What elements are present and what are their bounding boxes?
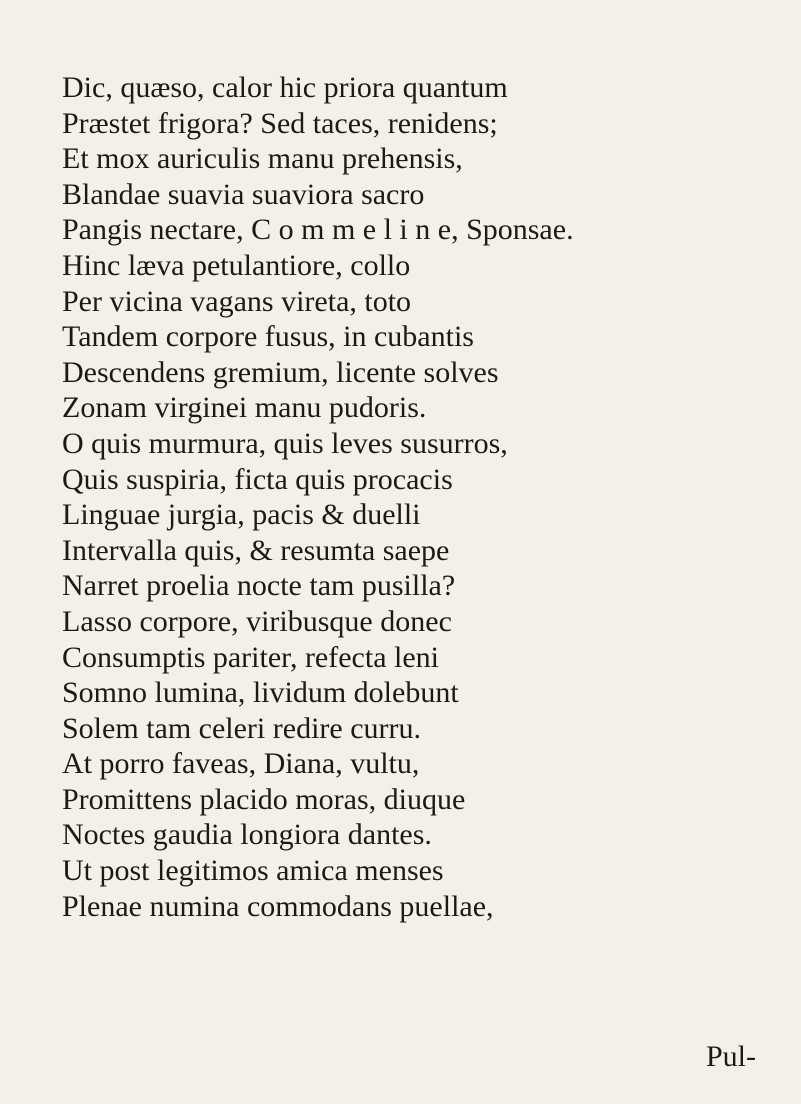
poem-line: Linguae jurgia, pacis & duelli xyxy=(62,498,421,532)
poem-line: Pangis nectare, C o m m e l i n e, Sponsae. xyxy=(62,213,574,247)
poem-line: Plenae numina commodans puellae, xyxy=(62,889,494,923)
poem-line: At porro faveas, Diana, vultu, xyxy=(62,747,420,781)
poem-line: Præstet frigora? Sed taces, renidens; xyxy=(62,106,498,140)
poem-line: Consumptis pariter, refecta leni xyxy=(62,640,440,674)
poem-line: Ut post legitimos amica menses xyxy=(62,854,444,888)
catchword: Pul- xyxy=(706,1040,757,1073)
poem-line: Narret proelia nocte tam pusilla? xyxy=(62,569,456,603)
poem-line: Hinc læva petulantiore, collo xyxy=(62,248,411,282)
poem-line: Per vicina vagans vireta, toto xyxy=(62,284,412,318)
poem-line: Promittens placido moras, diuque xyxy=(62,782,466,816)
poem-line: Descendens gremium, licente solves xyxy=(62,355,499,389)
poem-line: Dic, quæso, calor hic priora quantum xyxy=(62,71,508,104)
poem-line: Quis suspiria, ficta quis procacis xyxy=(62,462,453,496)
poem-line: Tandem corpore fusus, in cubantis xyxy=(62,320,474,354)
poem-line: Somno lumina, lividum dolebunt xyxy=(62,676,459,710)
poem-line: O quis murmura, quis leves susurros, xyxy=(62,426,508,460)
poem-text xyxy=(62,70,782,924)
poem-line: Noctes gaudia longiora dantes. xyxy=(62,818,432,852)
poem-line: Et mox auriculis manu prehensis, xyxy=(62,142,463,176)
poem-line: Blandae suavia suaviora sacro xyxy=(62,177,425,211)
poem-line: Solem tam celeri redire curru. xyxy=(62,711,422,745)
poem-line: Lasso corpore, viribusque donec xyxy=(62,604,452,638)
poem-line: Intervalla quis, & resumta saepe xyxy=(62,533,450,567)
poem-line: Zonam virginei manu pudoris. xyxy=(62,391,427,425)
